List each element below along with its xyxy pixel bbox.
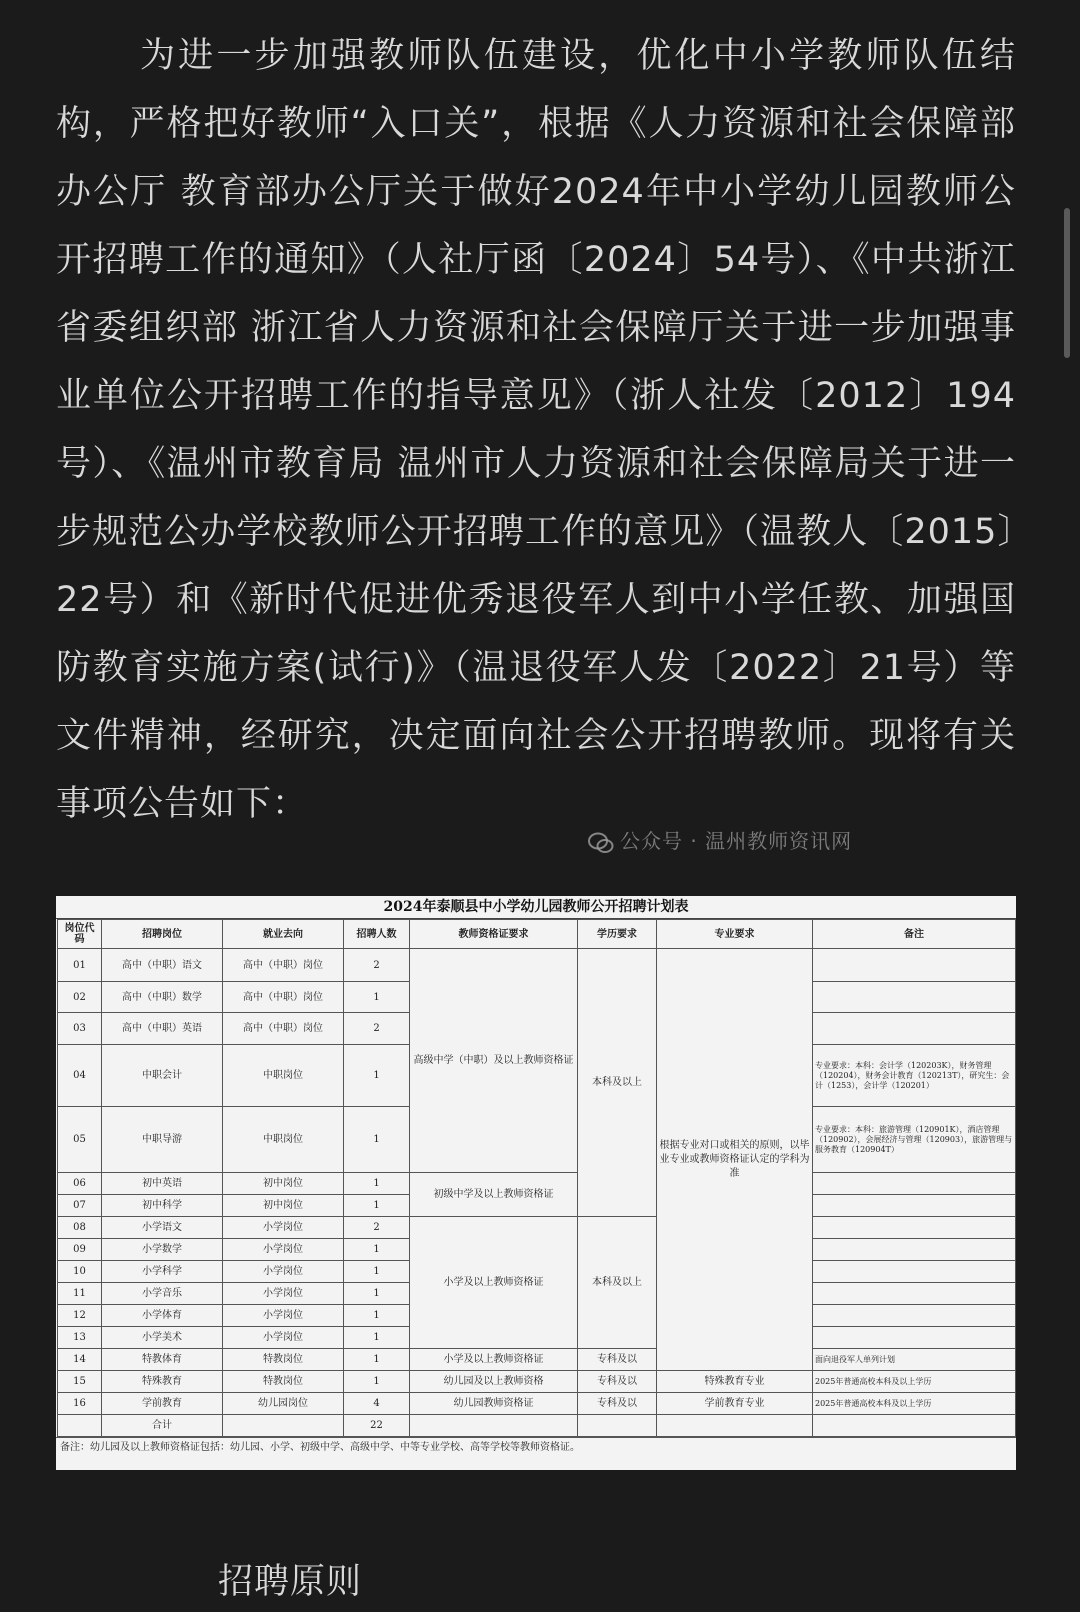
cell-count: 2 (344, 1013, 410, 1045)
cell-post: 小学音乐 (102, 1283, 223, 1305)
cell-direction: 高中（中职）岗位 (223, 982, 344, 1013)
cell-remark: 专业要求：本科：会计学（120203K），财务管理（120204），财务会计教育（120213T），研究生：会计（1253），会计学（120201） (813, 1045, 1016, 1107)
table-header-row (58, 920, 1016, 949)
cell-empty (813, 1415, 1016, 1437)
cell-post: 初中英语 (102, 1173, 223, 1195)
cell-post: 初中科学 (102, 1195, 223, 1217)
cell-count: 1 (344, 1239, 410, 1261)
cell-remark (813, 1327, 1016, 1349)
cell-count: 1 (344, 1195, 410, 1217)
table-row (58, 1217, 1016, 1239)
cell-post: 中职会计 (102, 1045, 223, 1107)
watermark (588, 825, 852, 856)
cell-code: 01 (58, 949, 102, 982)
cell-count: 1 (344, 1173, 410, 1195)
total-label: 合计 (102, 1415, 223, 1437)
cell-edu: 本科及以上 (578, 1217, 657, 1349)
cell-major: 特殊教育专业 (657, 1371, 813, 1393)
cell-direction: 小学岗位 (223, 1217, 344, 1239)
cell-count: 1 (344, 1371, 410, 1393)
recruitment-plan-table-image (56, 896, 1016, 1470)
cell-edu: 本科及以上 (578, 949, 657, 1217)
cell-remark (813, 1305, 1016, 1327)
header-count: 招聘人数 (344, 920, 410, 949)
cell-remark: 2025年普通高校本科及以上学历 (813, 1371, 1016, 1393)
cell-post: 小学数学 (102, 1239, 223, 1261)
table-footnote: 备注：幼儿园及以上教师资格证包括：幼儿园、小学、初级中学、高级中学、中等专业学校、高等学校等教师资格证。 (56, 1437, 1016, 1458)
cell-remark (813, 1217, 1016, 1239)
watermark-text: 公众号 · 温州教师资讯网 (620, 829, 853, 853)
cell-remark (813, 1261, 1016, 1283)
cell-code: 06 (58, 1173, 102, 1195)
cell-count: 1 (344, 1045, 410, 1107)
cell-empty (657, 1415, 813, 1437)
cell-remark (813, 1239, 1016, 1261)
cell-code: 15 (58, 1371, 102, 1393)
cell-remark (813, 1283, 1016, 1305)
cell-empty (410, 1415, 578, 1437)
cell-cert: 幼儿园教师资格证 (410, 1393, 578, 1415)
cell-code: 02 (58, 982, 102, 1013)
cell-direction: 小学岗位 (223, 1239, 344, 1261)
cell-count: 4 (344, 1393, 410, 1415)
cell-code: 12 (58, 1305, 102, 1327)
cell-remark: 2025年普通高校本科及以上学历 (813, 1393, 1016, 1415)
cell-edu: 专科及以 (578, 1393, 657, 1415)
section-heading: 招聘原则 (218, 1562, 363, 1602)
cell-edu: 专科及以 (578, 1349, 657, 1371)
cell-remark: 专业要求：本科：旅游管理（120901K），酒店管理（120902），会展经济与管理（120903），旅游管理与服务教育（120904T） (813, 1107, 1016, 1173)
cell-direction: 特教岗位 (223, 1349, 344, 1371)
cell-code: 14 (58, 1349, 102, 1371)
table-row (58, 949, 1016, 982)
cell-count: 1 (344, 982, 410, 1013)
header-cert: 教师资格证要求 (410, 920, 578, 949)
cell-direction: 幼儿园岗位 (223, 1393, 344, 1415)
header-direction: 就业去向 (223, 920, 344, 949)
table-title: 2024年泰顺县中小学幼儿园教师公开招聘计划表 (56, 896, 1016, 919)
cell-cert: 小学及以上教师资格证 (410, 1349, 578, 1371)
cell-count: 1 (344, 1305, 410, 1327)
cell-count: 1 (344, 1107, 410, 1173)
cell-direction: 小学岗位 (223, 1283, 344, 1305)
cell-post: 学前教育 (102, 1393, 223, 1415)
cell-direction: 高中（中职）岗位 (223, 949, 344, 982)
cell-direction: 初中岗位 (223, 1195, 344, 1217)
cell-direction: 高中（中职）岗位 (223, 1013, 344, 1045)
article-body (56, 22, 1016, 838)
cell-direction: 中职岗位 (223, 1107, 344, 1173)
cell-direction: 小学岗位 (223, 1327, 344, 1349)
cell-post: 中职导游 (102, 1107, 223, 1173)
cell-code: 13 (58, 1327, 102, 1349)
cell-post: 小学语文 (102, 1217, 223, 1239)
table-total-row (58, 1415, 1016, 1437)
cell-major: 学前教育专业 (657, 1393, 813, 1415)
cell-code: 08 (58, 1217, 102, 1239)
cell-direction: 中职岗位 (223, 1045, 344, 1107)
cell-code: 03 (58, 1013, 102, 1045)
cell-remark (813, 1195, 1016, 1217)
cell-remark (813, 1013, 1016, 1045)
cell-code: 05 (58, 1107, 102, 1173)
cell-major: 根据专业对口或相关的原则，以毕业专业或教师资格证认定的学科为准 (657, 949, 813, 1371)
cell-cert: 小学及以上教师资格证 (410, 1217, 578, 1349)
cell-code: 04 (58, 1045, 102, 1107)
cell-edu: 专科及以 (578, 1371, 657, 1393)
header-major: 专业要求 (657, 920, 813, 949)
cell-code: 10 (58, 1261, 102, 1283)
cell-code: 07 (58, 1195, 102, 1217)
cell-code: 11 (58, 1283, 102, 1305)
table-row (58, 1371, 1016, 1393)
cell-count: 2 (344, 949, 410, 982)
cell-remark (813, 982, 1016, 1013)
recruitment-plan-table (57, 919, 1016, 1437)
table-row (58, 1393, 1016, 1415)
cell-post: 特殊教育 (102, 1371, 223, 1393)
header-code: 岗位代码 (58, 920, 102, 949)
cell-code: 16 (58, 1393, 102, 1415)
cell-direction: 初中岗位 (223, 1173, 344, 1195)
cell-count: 1 (344, 1349, 410, 1371)
cell-count: 1 (344, 1327, 410, 1349)
cell-remark (813, 949, 1016, 982)
table-row (58, 1349, 1016, 1371)
cell-cert: 高级中学（中职）及以上教师资格证 (410, 949, 578, 1173)
header-post: 招聘岗位 (102, 920, 223, 949)
cell-post: 小学美术 (102, 1327, 223, 1349)
intro-paragraph: 为进一步加强教师队伍建设，优化中小学教师队伍结构，严格把好教师“入口关”，根据《人力资源和社会保障部办公厅 教育部办公厅关于做好2024年中小学幼儿园教师公开招聘工作的通知》（人社厅函〔2024〕54号）、《中共浙江省委组织部 浙江省人力资源和社会保障厅关于进一步加强事业单位公开招聘工作的指导意见》（浙人社发〔2012〕194号）、《温州市教育局 温州市人力资源和社会保障局关于进一步规范公办学校教师公开招聘工作的意见》（温教人〔2015〕22号）和《新时代促进优秀退役军人到中小学任教、加强国防教育实施方案(试行)》（温退役军人发〔2022〕21号）等文件精神，经研究，决定面向社会公开招聘教师。现将有关事项公告如下： (56, 36, 1016, 824)
wechat-icon (588, 830, 614, 856)
cell-remark (813, 1173, 1016, 1195)
cell-direction: 小学岗位 (223, 1261, 344, 1283)
total-value: 22 (344, 1415, 410, 1437)
cell-direction (223, 1415, 344, 1437)
cell-post: 小学体育 (102, 1305, 223, 1327)
cell-post: 高中（中职）数学 (102, 982, 223, 1013)
cell-empty (578, 1415, 657, 1437)
cell-post: 特教体育 (102, 1349, 223, 1371)
cell-direction: 小学岗位 (223, 1305, 344, 1327)
cell-post: 小学科学 (102, 1261, 223, 1283)
cell-cert: 初级中学及以上教师资格证 (410, 1173, 578, 1217)
cell-count: 2 (344, 1217, 410, 1239)
header-edu: 学历要求 (578, 920, 657, 949)
cell-count: 1 (344, 1283, 410, 1305)
table-row (58, 1173, 1016, 1195)
cell-code (58, 1415, 102, 1437)
cell-count: 1 (344, 1261, 410, 1283)
cell-remark: 面向退役军人单列计划 (813, 1349, 1016, 1371)
cell-direction: 特教岗位 (223, 1371, 344, 1393)
cell-code: 09 (58, 1239, 102, 1261)
cell-post: 高中（中职）英语 (102, 1013, 223, 1045)
cell-post: 高中（中职）语文 (102, 949, 223, 982)
header-remark: 备注 (813, 920, 1016, 949)
scrollbar[interactable] (1064, 208, 1070, 358)
cell-cert: 幼儿园及以上教师资格 (410, 1371, 578, 1393)
